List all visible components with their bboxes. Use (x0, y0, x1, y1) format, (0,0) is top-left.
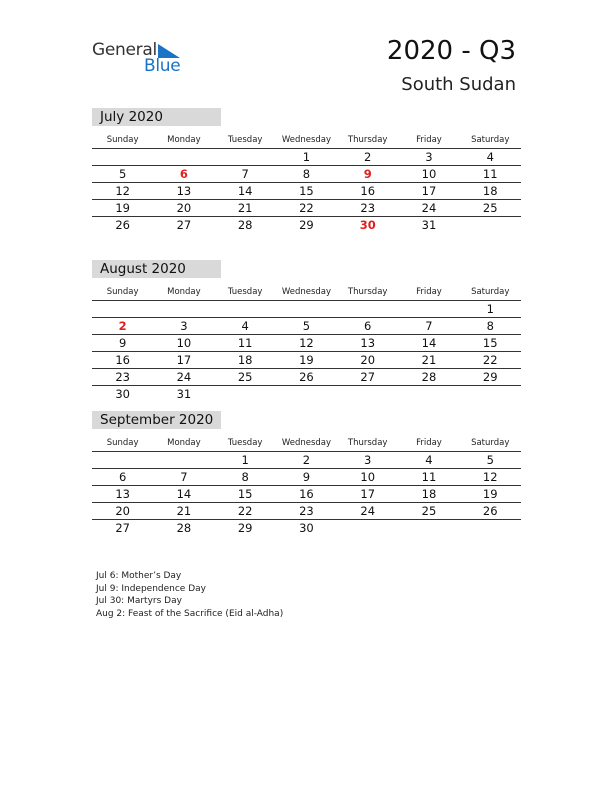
day-cell: 11 (421, 470, 437, 484)
day-cell (398, 301, 459, 317)
week-row (92, 469, 521, 486)
day-cell: 1 (241, 453, 249, 467)
day-cell: 13 (115, 487, 130, 501)
month-calendar-august (92, 260, 521, 402)
day-cell: 25 (482, 201, 498, 215)
day-cell (337, 386, 398, 402)
day-cell: 14 (237, 184, 253, 198)
holiday-note: Aug 2: Feast of the Sacrifice (Eid al-Adha) (96, 608, 284, 619)
weekday-label: Saturday (471, 287, 510, 297)
day-cell: 9 (118, 336, 127, 350)
day-cell: 10 (360, 470, 376, 484)
day-cell: 30 (115, 387, 130, 401)
weekday-header-row (92, 284, 521, 301)
day-cell (215, 386, 276, 402)
day-cell: 7 (241, 167, 249, 181)
weekday-label: Tuesday (227, 135, 263, 145)
day-cell: 18 (237, 353, 253, 367)
day-cell: 14 (176, 487, 192, 501)
day-cell: 19 (482, 487, 498, 501)
weekday-label: Tuesday (227, 287, 263, 297)
day-cell: 21 (237, 201, 253, 215)
day-cell: 29 (299, 218, 314, 232)
day-cell: 24 (360, 504, 376, 518)
day-cell: 12 (115, 184, 130, 198)
day-cell (460, 386, 521, 402)
holiday-day-cell: 6 (179, 167, 188, 181)
day-cell: 4 (486, 150, 494, 164)
day-cell (337, 301, 398, 317)
logo-word-blue: Blue (144, 56, 181, 76)
day-cell: 8 (302, 167, 311, 181)
day-cell (276, 386, 337, 402)
day-cell: 7 (180, 470, 188, 484)
weekday-label: Sunday (106, 287, 139, 297)
day-cell: 16 (299, 487, 314, 501)
weekday-label: Thursday (347, 135, 388, 145)
week-row (92, 520, 521, 536)
holiday-day-cell: 9 (363, 167, 372, 181)
holiday-notes (96, 570, 283, 620)
day-cell: 22 (299, 201, 314, 215)
day-cell: 16 (115, 353, 130, 367)
day-cell (337, 520, 398, 536)
day-cell: 20 (176, 201, 192, 215)
page-title: 2020 - Q3 (386, 36, 516, 66)
week-row (92, 200, 521, 217)
weekday-label: Wednesday (281, 438, 332, 448)
day-cell: 17 (421, 184, 437, 198)
day-cell: 3 (180, 319, 188, 333)
month-calendar-september (92, 411, 521, 536)
weekday-label: Wednesday (281, 135, 332, 145)
week-row (92, 217, 521, 233)
weekday-label: Thursday (347, 438, 388, 448)
day-cell: 5 (302, 319, 311, 333)
day-cell: 17 (176, 353, 192, 367)
day-cell: 19 (299, 353, 314, 367)
holiday-note: Jul 6: Mother’s Day (96, 571, 182, 581)
day-cell (460, 520, 521, 536)
day-cell: 9 (302, 470, 311, 484)
day-cell: 13 (360, 336, 376, 350)
day-cell: 23 (360, 201, 376, 215)
day-cell: 8 (241, 470, 249, 484)
week-row (92, 183, 521, 200)
day-cell: 1 (486, 302, 494, 316)
day-cell (460, 217, 521, 233)
day-cell (92, 301, 153, 317)
weekday-label: Friday (416, 135, 442, 145)
month-name: July 2020 (92, 108, 221, 126)
day-cell (92, 149, 153, 165)
day-cell: 2 (364, 150, 372, 164)
day-cell: 22 (237, 504, 253, 518)
day-cell: 26 (299, 370, 314, 384)
weekday-label: Friday (416, 438, 442, 448)
day-cell: 11 (482, 167, 498, 181)
generalblue-logo (92, 40, 192, 80)
week-row (92, 318, 521, 335)
week-row (92, 166, 521, 183)
month-name: August 2020 (92, 260, 221, 278)
weekday-label: Tuesday (227, 438, 263, 448)
week-row (92, 369, 521, 386)
day-cell: 31 (176, 387, 192, 401)
day-cell: 18 (482, 184, 498, 198)
day-cell: 4 (425, 453, 433, 467)
day-cell (92, 452, 153, 468)
day-cell: 15 (482, 336, 498, 350)
day-cell: 16 (360, 184, 376, 198)
day-cell: 27 (176, 218, 192, 232)
day-cell: 15 (299, 184, 314, 198)
day-cell: 10 (421, 167, 437, 181)
day-cell: 21 (176, 504, 192, 518)
day-cell: 30 (299, 521, 314, 535)
day-cell: 29 (237, 521, 253, 535)
day-cell: 1 (302, 150, 311, 164)
day-cell: 6 (364, 319, 372, 333)
day-cell: 28 (421, 370, 437, 384)
day-cell: 31 (421, 218, 437, 232)
day-cell: 17 (360, 487, 376, 501)
day-cell: 18 (421, 487, 437, 501)
day-cell: 28 (176, 521, 192, 535)
day-cell: 5 (486, 453, 494, 467)
day-cell (153, 149, 214, 165)
weekday-label: Sunday (106, 438, 139, 448)
week-row (92, 452, 521, 469)
day-cell (215, 149, 276, 165)
month-name: September 2020 (92, 411, 221, 429)
day-cell (398, 520, 459, 536)
day-cell: 20 (115, 504, 130, 518)
day-cell: 29 (482, 370, 498, 384)
day-cell: 26 (482, 504, 498, 518)
week-row (92, 335, 521, 352)
holiday-day-cell: 2 (118, 319, 127, 333)
day-cell (153, 301, 214, 317)
day-cell: 12 (299, 336, 314, 350)
country-subtitle: South Sudan (401, 74, 516, 95)
day-cell: 8 (486, 319, 494, 333)
day-cell: 4 (241, 319, 249, 333)
day-cell (398, 386, 459, 402)
day-cell: 28 (237, 218, 253, 232)
day-cell: 21 (421, 353, 437, 367)
day-cell: 10 (176, 336, 192, 350)
weekday-label: Monday (167, 287, 201, 297)
weekday-label: Monday (167, 135, 201, 145)
day-cell: 27 (360, 370, 376, 384)
holiday-note: Jul 9: Independence Day (96, 583, 206, 594)
day-cell: 6 (118, 470, 127, 484)
day-cell (153, 452, 214, 468)
day-cell: 25 (237, 370, 253, 384)
week-row (92, 149, 521, 166)
day-cell: 23 (115, 370, 130, 384)
weekday-label: Saturday (471, 135, 510, 145)
weekday-header-row (92, 435, 521, 452)
day-cell (215, 301, 276, 317)
weekday-label: Thursday (347, 287, 388, 297)
weekday-label: Friday (416, 287, 442, 297)
day-cell: 26 (115, 218, 130, 232)
week-row (92, 352, 521, 369)
day-cell: 7 (425, 319, 433, 333)
day-cell: 20 (360, 353, 376, 367)
day-cell: 14 (421, 336, 437, 350)
day-cell: 12 (482, 470, 498, 484)
day-cell: 24 (421, 201, 437, 215)
day-cell: 2 (302, 453, 311, 467)
week-row (92, 503, 521, 520)
day-cell (276, 301, 337, 317)
week-row (92, 486, 521, 503)
day-cell: 3 (425, 150, 433, 164)
day-cell: 19 (115, 201, 130, 215)
day-cell: 25 (421, 504, 437, 518)
day-cell: 13 (176, 184, 192, 198)
weekday-label: Sunday (106, 135, 139, 145)
day-cell: 27 (115, 521, 130, 535)
weekday-label: Wednesday (281, 287, 332, 297)
day-cell: 5 (118, 167, 127, 181)
day-cell: 3 (364, 453, 372, 467)
day-cell: 11 (237, 336, 253, 350)
week-row (92, 301, 521, 318)
week-row (92, 386, 521, 402)
month-calendar-july (92, 108, 521, 233)
day-cell: 22 (482, 353, 498, 367)
weekday-label: Monday (167, 438, 201, 448)
day-cell: 24 (176, 370, 192, 384)
logo-word-general: General (92, 40, 157, 60)
day-cell: 15 (237, 487, 253, 501)
weekday-label: Saturday (471, 438, 510, 448)
weekday-header-row (92, 132, 521, 149)
holiday-day-cell: 30 (359, 218, 376, 232)
day-cell: 23 (299, 504, 314, 518)
holiday-note: Jul 30: Martyrs Day (96, 596, 182, 606)
